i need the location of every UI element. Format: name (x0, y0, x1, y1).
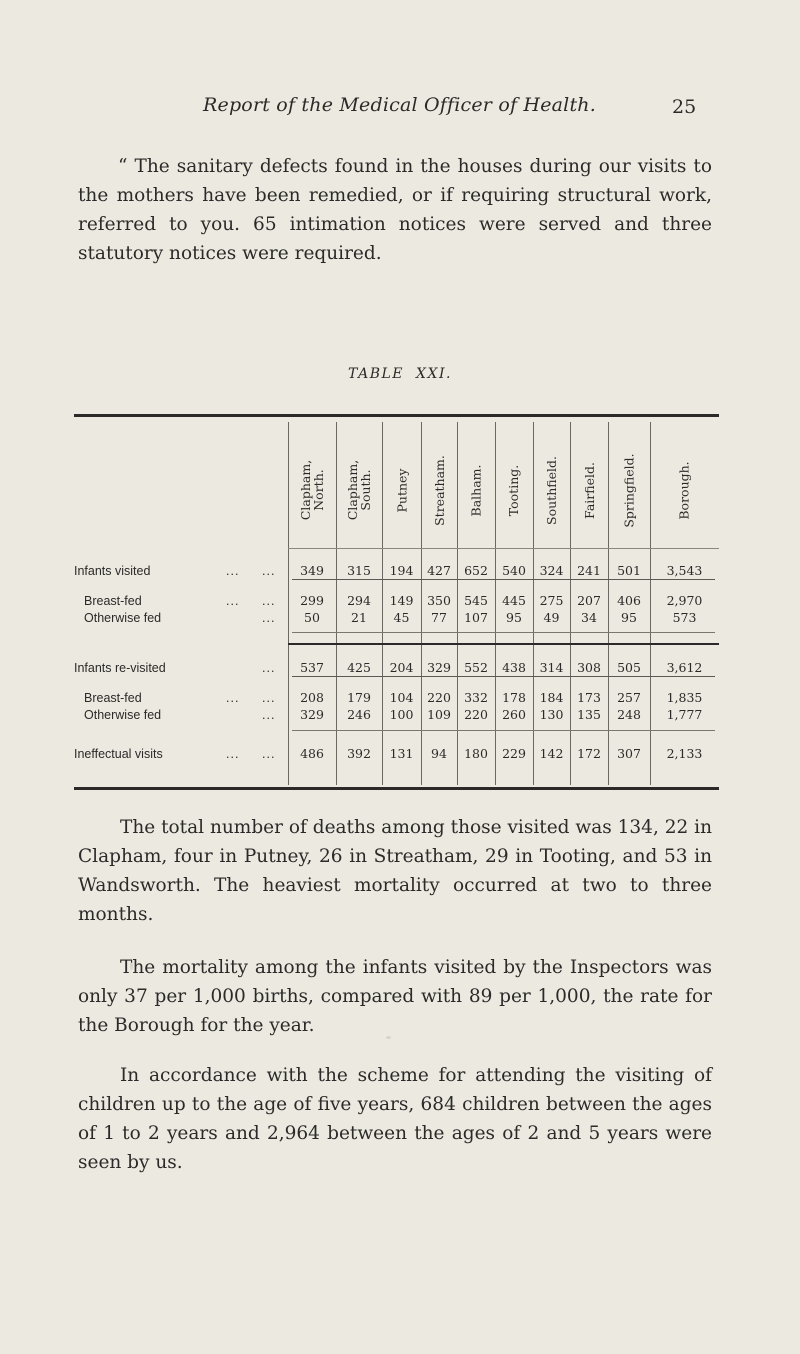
table-bottom-rule (74, 787, 719, 790)
table-cell: 100 (389, 707, 414, 722)
table-cell: 1,777 (666, 707, 703, 722)
table-cell: 207 (577, 593, 601, 608)
row-label-text: Ineffectual visits (74, 747, 163, 761)
column-header (650, 434, 719, 546)
table-cell: 50 (304, 610, 320, 625)
table-cell: 2,133 (666, 746, 703, 761)
column-header (382, 434, 421, 546)
column-header-label: Clapham, South. (345, 459, 374, 521)
table-cell: 149 (389, 593, 414, 608)
table-cell: 94 (431, 746, 447, 761)
column-header-label: Putney (394, 468, 409, 512)
table-cell: 425 (347, 660, 371, 675)
table-cell: 246 (347, 707, 371, 722)
table-cell: 350 (427, 593, 451, 608)
leader-dots: ... (262, 691, 276, 705)
row-label (74, 594, 298, 608)
table-cell: 545 (464, 593, 488, 608)
table-cell: 178 (502, 690, 526, 705)
table-cell: 552 (464, 660, 488, 675)
leader-dots: ... (226, 594, 240, 608)
row-label-text: Infants visited (74, 564, 151, 578)
table-cell: 299 (300, 593, 324, 608)
row-label (74, 611, 298, 625)
column-header (495, 434, 533, 546)
running-title: Report of the Medical Officer of Health. (203, 94, 596, 116)
leader-dots: ... (262, 564, 276, 578)
row-label (74, 747, 288, 761)
table-cell: 324 (539, 563, 564, 578)
leader-dots: ... (262, 661, 276, 675)
column-header-label: Tooting. (506, 464, 522, 516)
table-cell: 332 (464, 690, 488, 705)
table-cell: 194 (389, 563, 414, 578)
row-label-text: Otherwise fed (84, 611, 162, 625)
table-cell: 308 (577, 660, 601, 675)
table-cell: 445 (502, 593, 526, 608)
row-label (74, 661, 288, 675)
table-cell: 486 (300, 746, 324, 761)
table-cell: 241 (577, 563, 601, 578)
row-label-text: Infants re-visited (74, 661, 166, 675)
table-cell: 573 (672, 610, 697, 625)
row-label-text: Breast-fed (84, 691, 142, 705)
table-cell: 208 (300, 690, 324, 705)
table-cell: 537 (300, 660, 324, 675)
column-header-label: Borough. (676, 460, 692, 520)
column-header (608, 434, 650, 546)
table-cell: 180 (464, 746, 488, 761)
column-header-label: Fairfield. (581, 461, 597, 519)
table-cell: 130 (539, 707, 564, 722)
leader-dots: ... (262, 611, 276, 625)
column-header (421, 434, 457, 546)
table-cell: 49 (543, 610, 560, 625)
table-cell: 505 (617, 660, 641, 675)
row-label (74, 708, 298, 722)
table-cell: 294 (347, 593, 371, 608)
table-cell: 427 (427, 563, 451, 578)
row-label-text: Otherwise fed (84, 708, 162, 722)
table-cell: 2,970 (666, 593, 703, 608)
paragraph-intro: “ The sanitary defects found in the houses during our visits to the mothers have been remedied, or if requiring structural work, referred to you. 65 intimation notices were served and three statutory notices were required. (78, 156, 712, 264)
page-header (0, 94, 800, 124)
column-header-label: Clapham, North. (298, 459, 327, 521)
row-label (74, 564, 288, 578)
table-cell: 173 (577, 690, 601, 705)
table-cell: 21 (351, 610, 367, 625)
column-header (288, 434, 336, 546)
table-top-rule (74, 414, 719, 417)
column-header-label: Balham. (468, 464, 484, 516)
table-cell: 184 (539, 690, 564, 705)
table-cell: 220 (427, 690, 451, 705)
column-header-label: Southfield. (544, 455, 560, 525)
table-cell: 104 (389, 690, 414, 705)
table-cell: 3,612 (666, 660, 703, 675)
group-rule (292, 579, 715, 580)
table-cell: 329 (427, 660, 451, 675)
table-cell: 406 (617, 593, 641, 608)
leader-dots: ... (226, 564, 240, 578)
table-cell: 652 (464, 563, 488, 578)
header-separator (288, 548, 719, 549)
table-cell: 142 (539, 746, 564, 761)
section-rule (288, 643, 719, 645)
data-table (74, 414, 719, 794)
paragraph-deaths: The total number of deaths among those visited was 134, 22 in Clapham, four in Putney, 26 in Streatham, 29 in Tooting, and 53 in Wandsworth. The heaviest mortality occurred at two to three months. (78, 817, 712, 925)
table-title (0, 366, 800, 382)
table-cell: 438 (502, 660, 526, 675)
group-rule (292, 730, 715, 731)
table-cell: 501 (617, 563, 641, 578)
table-cell: 220 (464, 707, 488, 722)
paragraph-mortality: The mortality among the infants visited by the Inspectors was only 37 per 1,000 births, compared with 89 per 1,000, the rate for the Borough for the year. (78, 957, 712, 1036)
paper-speck (130, 962, 133, 970)
leader-dots: ... (226, 747, 240, 761)
paragraph-scheme: In accordance with the scheme for attending the visiting of children up to the age of five years, 684 children between the ages of 1 to 2 years and 2,964 between the ages of 2 and 5 years were seen by us. (78, 1065, 712, 1173)
table-cell: 275 (539, 593, 564, 608)
table-cell: 540 (502, 563, 526, 578)
column-header (336, 434, 382, 546)
leader-dots: ... (226, 691, 240, 705)
table-cell: 260 (502, 707, 526, 722)
table-cell: 349 (300, 563, 324, 578)
table-cell: 204 (389, 660, 414, 675)
page-number: 25 (672, 96, 697, 118)
table-cell: 77 (431, 610, 447, 625)
table-cell: 1,835 (666, 690, 703, 705)
table-cell: 307 (617, 746, 641, 761)
paper-speck (478, 826, 484, 830)
row-label (74, 691, 298, 705)
group-rule (292, 632, 715, 633)
table-cell: 107 (464, 610, 488, 625)
table-cell: 131 (389, 746, 414, 761)
table-cell: 315 (347, 563, 371, 578)
table-cell: 45 (393, 610, 410, 625)
table-cell: 109 (427, 707, 451, 722)
table-cell: 248 (617, 707, 641, 722)
table-cell: 257 (617, 690, 641, 705)
paper-speck (386, 1036, 391, 1039)
table-cell: 179 (347, 690, 371, 705)
table-cell: 95 (506, 610, 522, 625)
table-cell: 95 (621, 610, 637, 625)
leader-dots: ... (262, 747, 276, 761)
column-header-label: Springfield. (621, 452, 637, 528)
table-cell: 314 (539, 660, 564, 675)
leader-dots: ... (262, 594, 276, 608)
leader-dots: ... (262, 708, 276, 722)
group-rule (292, 676, 715, 677)
column-header (570, 434, 608, 546)
column-header (457, 434, 495, 546)
table-cell: 3,543 (666, 563, 703, 578)
row-label-text: Breast-fed (84, 594, 142, 608)
table-cell: 392 (347, 746, 371, 761)
table-cell: 329 (300, 707, 324, 722)
table-cell: 34 (581, 610, 597, 625)
table-cell: 135 (577, 707, 601, 722)
table-title-prefix: TABLE (348, 366, 405, 382)
column-header (533, 434, 570, 546)
table-cell: 229 (502, 746, 526, 761)
table-cell: 172 (577, 746, 601, 761)
column-header-label: Streatham. (431, 454, 447, 526)
table-title-number: XXI. (416, 366, 452, 382)
